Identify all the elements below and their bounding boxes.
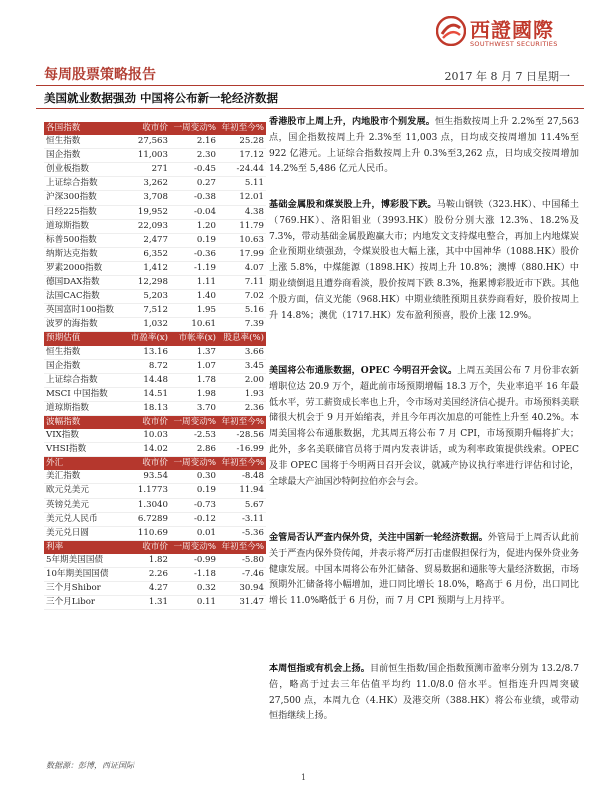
row-label: 道琼斯指数 bbox=[44, 219, 126, 233]
row-value: 1,032 bbox=[126, 318, 170, 332]
row-label: 美元兑人民币 bbox=[44, 512, 126, 526]
row-value: 5.11 bbox=[218, 177, 266, 191]
row-value: -16.99 bbox=[218, 443, 266, 457]
row-label: 上证综合指数 bbox=[44, 373, 126, 387]
column-header: 利率 bbox=[44, 540, 126, 554]
row-value: 2.16 bbox=[170, 135, 218, 149]
row-label: 上证综合指数 bbox=[44, 177, 126, 191]
row-value: -24.44 bbox=[218, 163, 266, 177]
row-label: 英国富时100指数 bbox=[44, 304, 126, 318]
row-label: 恒生指数 bbox=[44, 346, 126, 360]
row-value: 7.02 bbox=[218, 290, 266, 304]
row-value: 0.27 bbox=[170, 177, 218, 191]
row-value: 1.98 bbox=[170, 387, 218, 401]
row-value: -8.48 bbox=[218, 470, 266, 484]
paragraph-lead: 基础金属股和煤炭股上升，博彩股下跌。 bbox=[269, 199, 437, 210]
column-header: 年初至今% bbox=[218, 457, 266, 471]
row-value: -1.18 bbox=[170, 568, 218, 582]
row-label: 德国DAX指数 bbox=[44, 276, 126, 290]
row-value: 1,412 bbox=[126, 261, 170, 275]
row-value: 3.45 bbox=[218, 359, 266, 373]
row-value: 17.12 bbox=[218, 149, 266, 163]
table-row bbox=[44, 498, 266, 512]
table-row bbox=[44, 373, 266, 387]
row-label: 波罗的海指数 bbox=[44, 318, 126, 332]
subtitle-rule bbox=[36, 108, 584, 109]
data-source: 数据源：彭博，西证国际 bbox=[46, 761, 134, 770]
row-label: 创业板指数 bbox=[44, 163, 126, 177]
company-logo bbox=[436, 10, 586, 54]
row-value: 12,298 bbox=[126, 276, 170, 290]
row-value: 11.79 bbox=[218, 219, 266, 233]
table-row bbox=[44, 163, 266, 177]
row-value: 0.11 bbox=[170, 596, 218, 610]
row-value: 7,512 bbox=[126, 304, 170, 318]
row-value: 1.20 bbox=[170, 219, 218, 233]
paragraph-body: 恒生指数按周上升 2.2%至 27,563 点，国企指数按周上升 2.3%至 11,003 点，日均成交按周增加 11.4%至 922 亿港元。上证综合指数按周上升 0.3%至3,262 点，日均成交按周增加 14.2%至 5,486 亿元人民币。 bbox=[269, 117, 579, 175]
row-value: -5.80 bbox=[218, 554, 266, 568]
row-value: -3.11 bbox=[218, 512, 266, 526]
table-section-header bbox=[44, 415, 266, 429]
report-subtitle: 美国就业数据强劲 中国将公布新一轮经济数据 bbox=[44, 91, 279, 105]
logo-chinese-name: 西證國際 bbox=[470, 18, 554, 42]
row-value: -0.36 bbox=[170, 247, 218, 261]
logo-english-name: SOUTHWEST SECURITIES bbox=[470, 40, 558, 48]
row-value: 4.07 bbox=[218, 261, 266, 275]
table-row bbox=[44, 276, 266, 290]
row-value: 0.01 bbox=[170, 526, 218, 540]
row-value: 31.47 bbox=[218, 596, 266, 610]
row-label: 国企指数 bbox=[44, 359, 126, 373]
table-row bbox=[44, 346, 266, 360]
column-header: 收市价 bbox=[126, 415, 170, 429]
table-row bbox=[44, 205, 266, 219]
report-title: 每周股票策略报告 bbox=[44, 67, 156, 83]
paragraph-body: 目前恒生指数/国企指数预测市盈率分别为 13.2/8.7 倍，略高于过去三年估值平均约 11.0/8.0 倍水平。恒指连升四周突破 27,500 点，本周九仓（4.HK）及港交所（388.HK）将公布业绩，或带动恒指继续上扬。 bbox=[269, 664, 579, 722]
table-row bbox=[44, 596, 266, 610]
row-value: 5.67 bbox=[218, 498, 266, 512]
row-value: 11.94 bbox=[218, 484, 266, 498]
row-value: 2.26 bbox=[126, 568, 170, 582]
row-value: 1.93 bbox=[218, 387, 266, 401]
row-value: 2.30 bbox=[170, 149, 218, 163]
paragraph-china-data bbox=[269, 530, 579, 610]
paragraph-us-data bbox=[269, 363, 579, 490]
row-value: 5,203 bbox=[126, 290, 170, 304]
paragraph-sectors bbox=[269, 197, 579, 324]
page-number: 1 bbox=[301, 773, 307, 782]
column-header: 各国指数 bbox=[44, 122, 126, 135]
column-header: 年初至今% bbox=[218, 122, 266, 135]
column-header: 收市价 bbox=[126, 457, 170, 471]
paragraph-lead: 美国将公布通胀数据，OPEC 今明召开会议。 bbox=[269, 365, 458, 376]
column-header: 股息率(%) bbox=[218, 332, 266, 346]
table-row bbox=[44, 318, 266, 332]
row-value: 1.82 bbox=[126, 554, 170, 568]
table-row bbox=[44, 247, 266, 261]
row-label: 欧元兑美元 bbox=[44, 484, 126, 498]
table-section-header bbox=[44, 122, 266, 135]
row-label: 10年期美国国债 bbox=[44, 568, 126, 582]
row-label: 纳斯达克指数 bbox=[44, 247, 126, 261]
row-value: 30.94 bbox=[218, 582, 266, 596]
table-row bbox=[44, 233, 266, 247]
column-header: 收市价 bbox=[126, 540, 170, 554]
row-label: 罗素2000指数 bbox=[44, 261, 126, 275]
row-label: 日经225指数 bbox=[44, 205, 126, 219]
table-row bbox=[44, 429, 266, 443]
table-row bbox=[44, 526, 266, 540]
row-value: 1.11 bbox=[170, 276, 218, 290]
column-header: 年初至今% bbox=[218, 540, 266, 554]
table-section-header bbox=[44, 540, 266, 554]
table-row bbox=[44, 512, 266, 526]
row-value: -5.36 bbox=[218, 526, 266, 540]
row-value: -28.56 bbox=[218, 429, 266, 443]
row-value: 17.99 bbox=[218, 247, 266, 261]
row-label: 道琼斯指数 bbox=[44, 401, 126, 415]
logo-mark-icon bbox=[436, 16, 466, 46]
row-value: -0.73 bbox=[170, 498, 218, 512]
row-value: 18.13 bbox=[126, 401, 170, 415]
table-row bbox=[44, 135, 266, 149]
row-value: 6,352 bbox=[126, 247, 170, 261]
table-row bbox=[44, 470, 266, 484]
row-value: 14.48 bbox=[126, 373, 170, 387]
row-value: 3.70 bbox=[170, 401, 218, 415]
row-value: 6.7289 bbox=[126, 512, 170, 526]
row-value: 1.78 bbox=[170, 373, 218, 387]
row-value: 93.54 bbox=[126, 470, 170, 484]
row-value: 1.37 bbox=[170, 346, 218, 360]
paragraph-lead: 金管局否认严查内保外贷，关注中国新一轮经济数据。 bbox=[269, 532, 488, 543]
row-value: 0.32 bbox=[170, 582, 218, 596]
paragraph-body: 外管局于上周否认此前关于严查内保外贷传闻，并表示将严厉打击虚假担保行为，促进内保外贷业务健康发展。中国本周将公布外汇储备、贸易数据和通胀等大量经济数据，市场预期外汇储备将小幅增加，进口同比增长 18.0%，略高于 6 月份，出口同比增长 11.0%略低于 6 月份，而 7 月 CPI 预期与上月持平。 bbox=[269, 533, 579, 607]
row-value: 19,952 bbox=[126, 205, 170, 219]
row-value: 27,563 bbox=[126, 135, 170, 149]
row-label: 美汇指数 bbox=[44, 470, 126, 484]
row-value: 3,708 bbox=[126, 191, 170, 205]
row-value: 271 bbox=[126, 163, 170, 177]
paragraph-body: 马鞍山钢铁（323.HK）、中国稀土（769.HK）、洛阳钼业（3993.HK）股份分别大涨 12.3%、18.2%及 7.3%，带动基础金属股跑赢大市；内地发文支持煤电整合，再加上内地煤炭企业预期业绩强劲，令煤炭股也大幅上涨，其中中国神华（1088.HK）股价上涨 5.8%，中煤能源（1898.HK）按周上升 10.8%；澳博（880.HK）中期业绩倒退且遭券商看淡，股价按周下跌 8.3%，拖累博彩股近市下跌。其他个股方面，信义光能（968.HK）中期业绩胜预期且获券商看好，股价按周上升 14.8%；澳优（1717.HK）发布盈利预喜，股价上涨 12.9%。 bbox=[269, 200, 579, 321]
column-header: 波幅指数 bbox=[44, 415, 126, 429]
row-label: 三个月Libor bbox=[44, 596, 126, 610]
row-value: 7.11 bbox=[218, 276, 266, 290]
row-value: 10.61 bbox=[170, 318, 218, 332]
table-row bbox=[44, 219, 266, 233]
row-value: 2.86 bbox=[170, 443, 218, 457]
row-label: 标普500指数 bbox=[44, 233, 126, 247]
row-value: -2.53 bbox=[170, 429, 218, 443]
table-row bbox=[44, 484, 266, 498]
column-header: 年初至今% bbox=[218, 415, 266, 429]
table-row bbox=[44, 443, 266, 457]
row-label: VIX指数 bbox=[44, 429, 126, 443]
row-value: -0.04 bbox=[170, 205, 218, 219]
table-row bbox=[44, 177, 266, 191]
row-value: -7.46 bbox=[218, 568, 266, 582]
row-value: 7.39 bbox=[218, 318, 266, 332]
row-value: 10.63 bbox=[218, 233, 266, 247]
row-label: 三个月Shibor bbox=[44, 582, 126, 596]
row-value: 0.19 bbox=[170, 233, 218, 247]
row-value: 10.03 bbox=[126, 429, 170, 443]
column-header: 市盈率(x) bbox=[126, 332, 170, 346]
paragraph-lead: 香港股市上周上升，内地股市个别发展。 bbox=[269, 116, 435, 127]
column-header: 市帐率(x) bbox=[170, 332, 218, 346]
row-value: 2,477 bbox=[126, 233, 170, 247]
row-value: 3.66 bbox=[218, 346, 266, 360]
row-value: -1.19 bbox=[170, 261, 218, 275]
paragraph-hk-market bbox=[269, 114, 579, 178]
row-label: 沪深300指数 bbox=[44, 191, 126, 205]
row-value: 2.00 bbox=[218, 373, 266, 387]
row-value: 1.1773 bbox=[126, 484, 170, 498]
row-label: 5年期美国国债 bbox=[44, 554, 126, 568]
row-value: 4.38 bbox=[218, 205, 266, 219]
row-value: 22,093 bbox=[126, 219, 170, 233]
paragraph-outlook bbox=[269, 661, 579, 725]
row-value: 12.01 bbox=[218, 191, 266, 205]
column-header: 一周变动% bbox=[170, 415, 218, 429]
row-value: 1.95 bbox=[170, 304, 218, 318]
row-label: 英镑兑美元 bbox=[44, 498, 126, 512]
row-value: 14.51 bbox=[126, 387, 170, 401]
table-section-header bbox=[44, 457, 266, 471]
table-row bbox=[44, 304, 266, 318]
header-rule bbox=[36, 85, 584, 86]
column-header: 一周变动% bbox=[170, 457, 218, 471]
row-value: 110.69 bbox=[126, 526, 170, 540]
row-value: 1.3040 bbox=[126, 498, 170, 512]
column-header: 一周变动% bbox=[170, 540, 218, 554]
column-header: 预期估值 bbox=[44, 332, 126, 346]
row-value: 1.31 bbox=[126, 596, 170, 610]
row-label: VHSI指数 bbox=[44, 443, 126, 457]
paragraph-body: 上周五美国公布 7 月份非农新增职位达 20.9 万个，超此前市场预期增幅 18.3 万个，失业率追平 16 年最低水平，劳工薪资成长率也上升，令市场对美国经济信心提升。市场预料美联储很大机会于 9 月开始缩表，并且今年再次加息的可能性上升至 40.2%。本周美国将公布通胀数据，尤其周五将公布 7 月 CPI，市场预期升幅将扩大；此外，多名美联储官员将于周内发表讲话，或为利率政策提供线索。OPEC 及非 OPEC 国将于今明两日召开会议，就减产协议执行率进行评估和讨论，全球最大产油国沙特阿拉伯亦会与会。 bbox=[269, 366, 579, 487]
table-row bbox=[44, 149, 266, 163]
table-row bbox=[44, 261, 266, 275]
table-row bbox=[44, 568, 266, 582]
row-value: 0.19 bbox=[170, 484, 218, 498]
column-header: 收市价 bbox=[126, 122, 170, 135]
row-value: 8.72 bbox=[126, 359, 170, 373]
row-label: 美元兑日圆 bbox=[44, 526, 126, 540]
row-value: -0.12 bbox=[170, 512, 218, 526]
row-value: -0.38 bbox=[170, 191, 218, 205]
row-value: 1.07 bbox=[170, 359, 218, 373]
row-value: 3,262 bbox=[126, 177, 170, 191]
paragraph-lead: 本周恒指或有机会上扬。 bbox=[269, 663, 370, 674]
table-row bbox=[44, 582, 266, 596]
row-value: 5.16 bbox=[218, 304, 266, 318]
row-value: 2.36 bbox=[218, 401, 266, 415]
table-row bbox=[44, 554, 266, 568]
column-header: 外汇 bbox=[44, 457, 126, 471]
row-value: -0.99 bbox=[170, 554, 218, 568]
row-label: 国企指数 bbox=[44, 149, 126, 163]
row-label: MSCI 中国指数 bbox=[44, 387, 126, 401]
row-value: 1.40 bbox=[170, 290, 218, 304]
row-value: 0.30 bbox=[170, 470, 218, 484]
row-label: 法国CAC指数 bbox=[44, 290, 126, 304]
table-row bbox=[44, 359, 266, 373]
table-section-header bbox=[44, 332, 266, 346]
column-header: 一周变动% bbox=[170, 122, 218, 135]
market-data-table bbox=[44, 122, 266, 610]
table-row bbox=[44, 387, 266, 401]
row-value: 14.02 bbox=[126, 443, 170, 457]
table-row bbox=[44, 401, 266, 415]
row-value: -0.45 bbox=[170, 163, 218, 177]
row-value: 13.16 bbox=[126, 346, 170, 360]
report-date: 2017 年 8 月 7 日星期一 bbox=[444, 70, 570, 83]
table-row bbox=[44, 191, 266, 205]
row-value: 25.28 bbox=[218, 135, 266, 149]
row-label: 恒生指数 bbox=[44, 135, 126, 149]
table-row bbox=[44, 290, 266, 304]
row-value: 11,003 bbox=[126, 149, 170, 163]
row-value: 4.27 bbox=[126, 582, 170, 596]
